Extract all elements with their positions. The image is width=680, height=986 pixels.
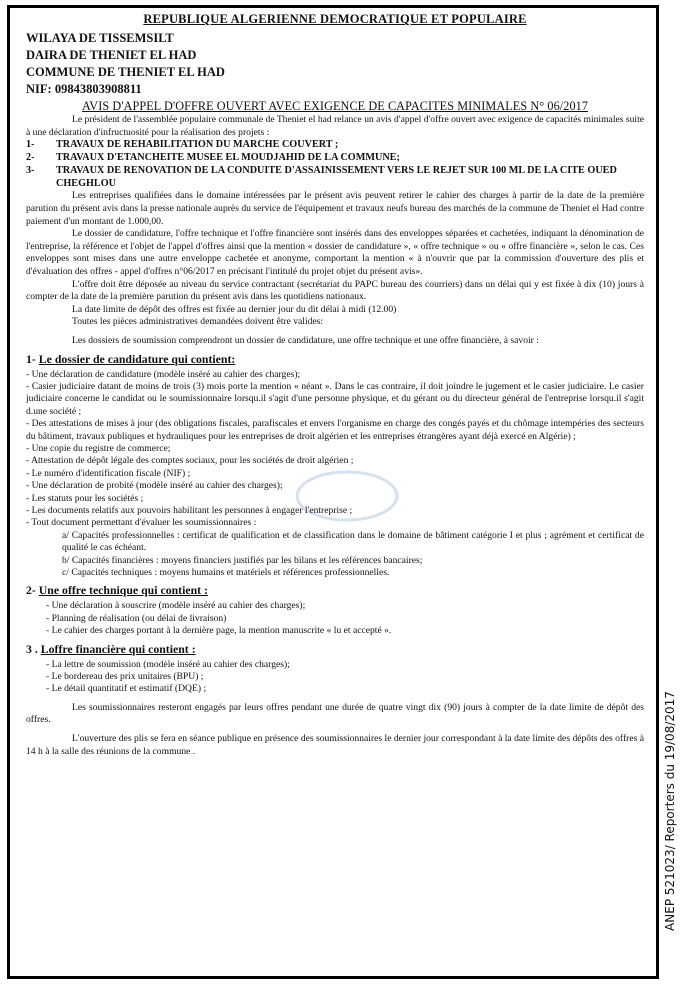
project-number: 3- xyxy=(26,164,35,176)
opening-paragraph: L'ouverture des plis se fera en séance publique en présence des soumissionnaires le dernier jour correspondant à la date limite des dépôts des offres à 14 h à la salle des réunions de la commune . xyxy=(26,733,644,757)
section-financial-heading xyxy=(26,642,644,657)
list-item: - Tout document permettant d'évaluer les soumissionnaires : xyxy=(26,517,257,529)
daira-line: DAIRA DE THENIET EL HAD xyxy=(26,48,197,62)
list-subitem: a/ Capacités professionnelles : certificat de qualification et de classification dans le domaine de bâtiment catégorie I et plus ; agrément et certificat de qualité le cas échéant. xyxy=(62,529,644,554)
list-item: - Une copie du registre de commerce; xyxy=(26,442,171,454)
list-item: - Attestation de dépôt légale des comptes sociaux, pour les sociétés de droit algérien ; xyxy=(26,455,354,467)
project-item xyxy=(26,152,644,165)
list-item: - La lettre de soumission (modèle inséré au cahier des charges); xyxy=(46,658,290,670)
list-item: - Planning de réalisation (ou délai de livraison) xyxy=(46,612,227,624)
list-item: - Une déclaration de candidature (modèle inséré au cahier des charges); xyxy=(26,368,301,380)
notice-frame xyxy=(7,5,659,979)
project-number: 2- xyxy=(26,151,35,163)
list-subitem: b/ Capacités financières : moyens financiers justifiés par les bilans et les références bancaires; xyxy=(62,554,423,566)
list-item: - Les statuts pour les sociétés ; xyxy=(26,492,144,504)
list-item: - Le détail quantitatif et estimatif (DQE) ; xyxy=(46,683,207,695)
section-title: Loffre financière qui contient : xyxy=(40,641,196,656)
list-item: - Une déclaration de probité (modèle inséré au cahier des charges); xyxy=(26,480,283,492)
project-number: 1- xyxy=(26,139,35,151)
republic-heading: REPUBLIQUE ALGERIENNE DEMOCRATIQUE ET POPULAIRE xyxy=(143,12,527,26)
section-title: Une offre technique qui contient : xyxy=(38,583,208,598)
section-number: 1- xyxy=(26,351,36,366)
wilaya-line: WILAYA DE TISSEMSILT xyxy=(26,31,174,45)
withdrawal-paragraph: Les entreprises qualifiées dans le domaine intéressées par le présent avis peuvent retirer le cahier des charges à partir de la date de la première parution du présent avis dans la presse nationale auprès du service de l'équipement et travaux neufs bureau des marchés de la commune de Theniet el Had contre paiement d'un montant de 1.000,00. xyxy=(26,190,644,227)
notice-title: AVIS D'APPEL D'OFFRE OUVERT AVEC EXIGENCE DE CAPACITES MINIMALES N° 06/2017 xyxy=(81,99,589,113)
deadline-paragraph: La date limite de dépôt des offres est fixée au dernier jour du dit délai à midi (12.00) xyxy=(72,303,397,315)
section-candidature-heading xyxy=(26,352,644,367)
deposit-paragraph: L'offre doit être déposée au niveau du service contractant (secrétariat du PAPC bureau des courriers) dans un délai qui y est fixée à dix (10) jours à compter de la date de la première parution du présent avis dans les quotidiens nationaux. xyxy=(26,278,644,303)
publication-sidenote xyxy=(662,662,680,967)
list-item: - Casier judiciaire datant de moins de trois (3) mois porte la mention « néant ». Dans le cas contraire, il doit joindre le jugement et le casier judiciaire. Le casier judiciaire concerne le candidat ou le soumissionnaire lorsqu.il s'agit d'une personne physique, et du gérant ou du directeur général de l'entreprise lorsqu.il s'agit d.une société ; xyxy=(26,380,644,417)
publication-reference: ANEP 521023/ Reporters du 19/08/2017 xyxy=(663,691,677,931)
section-technical-heading xyxy=(26,583,644,598)
project-text: TRAVAUX DE REHABILITATION DU MARCHE COUVERT ; xyxy=(56,139,339,151)
project-item xyxy=(26,165,644,191)
notice-body xyxy=(26,12,644,758)
list-item: - Les documents relatifs aux pouvoirs habilitant les personnes à engager l'entreprise ; xyxy=(26,504,353,516)
list-item: - Une déclaration à souscrire (modèle inséré au cahier des charges); xyxy=(46,600,306,612)
section-title: Le dossier de candidature qui contient: xyxy=(38,351,236,366)
intro-paragraph: Le président de l'assemblée populaire communale de Theniet el had relance un avis d'appel d'offre ouvert avec exigence de capacités minimales suite à une déclaration d'infructuosité pour la réalisation des projets : xyxy=(26,114,644,138)
list-subitem: c/ Capacités techniques : moyens humains et matériels et références professionnelles. xyxy=(62,567,390,578)
section-number: 3 . xyxy=(26,641,38,656)
section-number: 2- xyxy=(26,583,36,598)
list-item: - Des attestations de mises à jour (des obligations fiscales, parafiscales et envers l'organisme en charge des congés payés et du chômage intempéries des secteurs du bâtiment, travaux publiques et hydrauliques pour les entreprises de droit algérien et les entreprises étrangères ayant déjà exercé en Algérie) ; xyxy=(26,418,644,442)
commitment-paragraph: Les soumissionnaires resteront engagés par leurs offres pendant une durée de quatre vingt dix (90) jours à compter de la date limite de dépôt des offres. xyxy=(26,701,644,726)
nif-line: NIF: 09843803908811 xyxy=(26,82,142,96)
list-item: - Le numéro d'identification fiscale (NIF) ; xyxy=(26,467,191,479)
list-item: - Le bordereau des prix unitaires (BPU) ; xyxy=(46,671,204,683)
submission-paragraph: Les dossiers de soumission comprendront un dossier de candidature, une offre technique et une offre financière, à savoir : xyxy=(72,334,539,346)
project-text: TRAVAUX D'ETANCHEITE MUSEE EL MOUDJAHID DE LA COMMUNE; xyxy=(56,151,400,163)
envelopes-paragraph: Le dossier de candidature, l'offre technique et l'offre financière sont insérés dans des enveloppes séparées et cachetées, indiquant la dénomination de l'entreprise, la référence et l'objet de l'appel d'offres ainsi que la mention « dossier de candidature », « offre technique » ou « offre financière », selon le cas. Ces enveloppes sont mises dans une autre enveloppe cachetée et anonyme, comportant la mention « à n'ouvrir que par la commission d'ouverture des plis et d'évaluation des offres - appel d'offres n°06/2017 en précisant l'intitulé du projet objet du présent avis». xyxy=(26,228,644,277)
list-item: - Le cahier des charges portant à la dernière page, la mention manuscrite « lu et accepté ». xyxy=(46,625,392,637)
commune-line: COMMUNE DE THENIET EL HAD xyxy=(26,65,225,79)
project-text: TRAVAUX DE RENOVATION DE LA CONDUITE D'ASSAINISSEMENT VERS LE REJET SUR 100 ML DE LA CITE OUED CHEGHLOU xyxy=(56,164,617,189)
project-item xyxy=(26,139,644,152)
validity-paragraph: Toutes les pièces administratives demandées doivent être valides: xyxy=(72,316,324,328)
